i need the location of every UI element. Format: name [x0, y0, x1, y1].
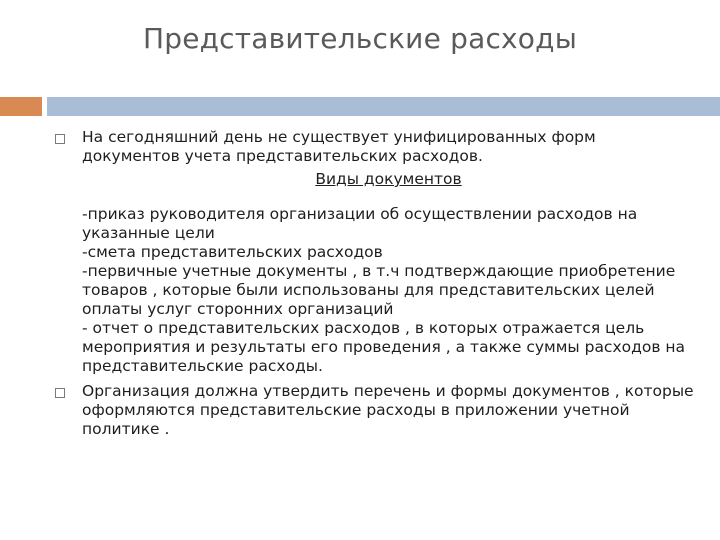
documents-subheading: Виды документов: [315, 170, 462, 188]
slide-title: Представительские расходы: [142, 22, 578, 55]
document-list-item: - отчет о представительских расходов , в которых отражается цель мероприятия и результаты его проведения , а также суммы расходов на представительские расходы.: [82, 319, 686, 375]
square-bullet-icon: [55, 388, 65, 398]
title-accent-bar: [0, 97, 42, 116]
documents-list: [55, 205, 695, 376]
document-list-item: -приказ руководителя организации об осуществлении расходов на указанные цели: [82, 205, 638, 242]
bullet-item: [55, 128, 695, 166]
document-list-item: -первичные учетные документы , в т.ч подтверждающие приобретение товаров , которые были использованы для представительских целей оплаты услуг сторонних организаций: [82, 262, 676, 318]
square-bullet-icon: [55, 134, 65, 144]
bullet-item: [55, 382, 695, 439]
document-list-item: -смета представительских расходов: [82, 243, 383, 261]
slide-content: [55, 128, 695, 439]
bullet-text: На сегодняшний день не существует унифицированных форм документов учета представительских расходов.: [82, 128, 596, 165]
bullet-text: Организация должна утвердить перечень и формы документов , которые оформляются представительские расходы в приложении учетной политике .: [82, 382, 694, 438]
title-divider-bar: [47, 97, 720, 116]
